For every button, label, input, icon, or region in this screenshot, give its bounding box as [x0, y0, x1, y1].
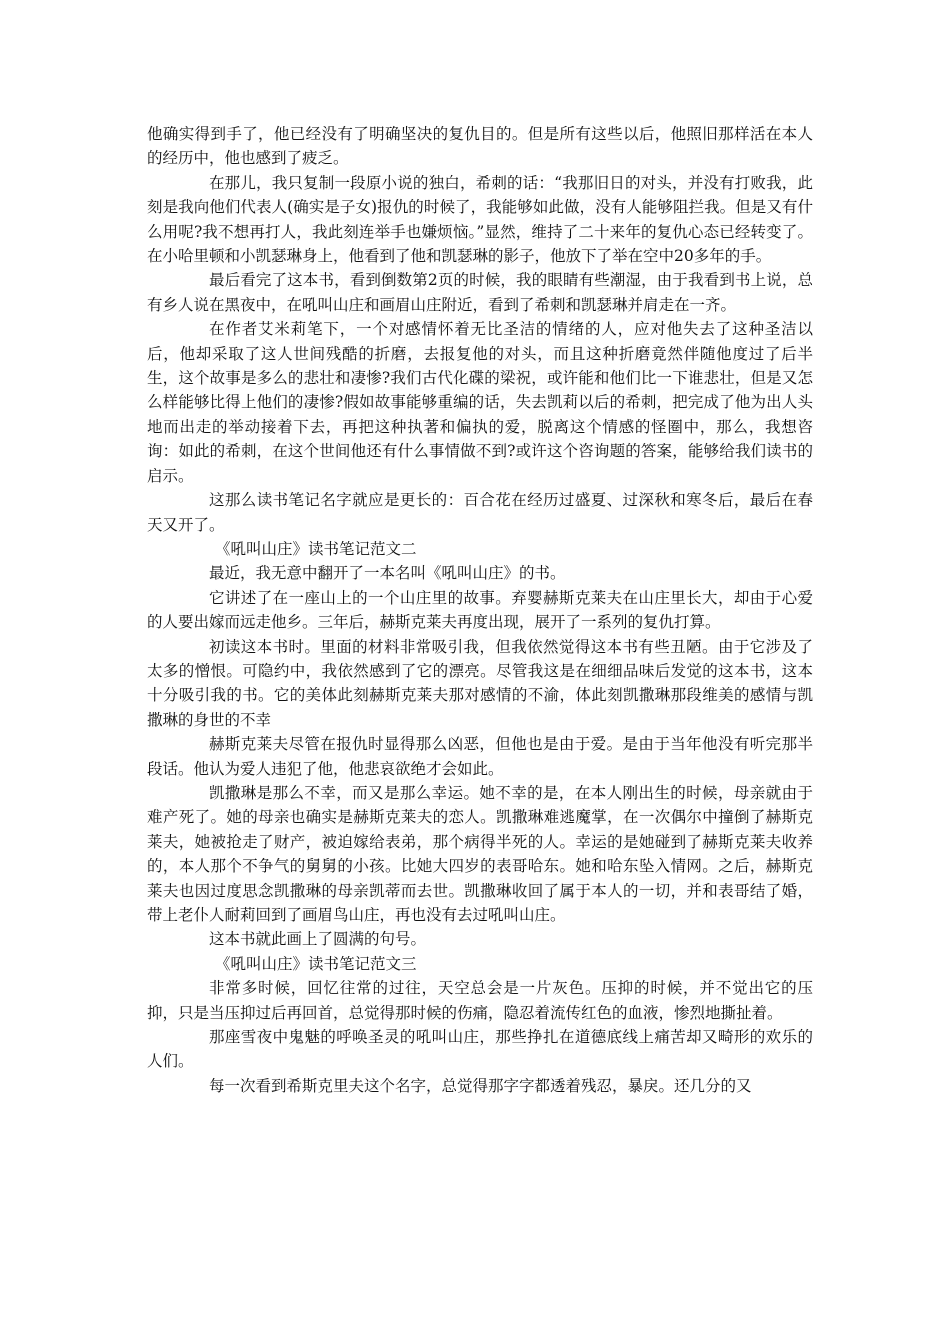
paragraph-5: 这那么读书笔记名字就应是更长的：百合花在经历过盛夏、过深秋和寒冬后，最后在春天又开了。	[147, 491, 813, 534]
paragraph-4: 在作者艾米莉笔下，一个对感情怀着无比圣洁的情绪的人，应对他失去了这种圣洁以后，他却采取了这人世间残酷的折磨，去报复他的对头，而且这种折磨竟然伴随他度过了后半生，这个故事是多么的悲壮和凄惨?我们古代化碟的梁祝，或许能和他们比一下谁悲壮，但是又怎么样能够比得上他们的凄惨?假如故事能够重编的话，失去凯莉以后的希刺，把完成了他为出人头地而出走的举动接着下去，再把这种执著和偏执的爱，脱离这个情感的怪圈中，那么，我想咨询：如此的希刺，在这个世间他还有什么事情做不到?或许这个咨询题的答案，能够给我们读书的启示。	[147, 320, 813, 485]
paragraph-7: 它讲述了在一座山上的一个山庄里的故事。弃婴赫斯克莱夫在山庄里长大，却由于心爱的人要出嫁而远走他乡。三年后，赫斯克莱夫再度出现，展开了一系列的复仇打算。	[147, 588, 813, 632]
section-heading-2: 《吼叫山庄》读书笔记范文二	[215, 539, 417, 558]
paragraph-1: 他确实得到手了，他已经没有了明确坚决的复仇目的。但是所有这些以后，他照旧那样活在本人的经历中，他也感到了疲乏。	[147, 125, 813, 168]
paragraph-12: 非常多时候，回忆往常的过往，天空总会是一片灰色。压抑的时候，并不觉出它的压抑，只是当压抑过后再回首，总觉得那时候的伤痛，隐忍着流传红色的血液，惨烈地撕扯着。	[147, 979, 813, 1022]
paragraph-9: 赫斯克莱夫尽管在报仇时显得那么凶恶，但他也是由于爱。是由于当年他没有听完那半段话。他认为爱人违犯了他，他悲哀欲绝才会如此。	[147, 735, 813, 778]
section-heading-3: 《吼叫山庄》读书笔记范文三	[215, 954, 417, 973]
paragraph-10: 凯撒琳是那么不幸，而又是那么幸运。她不幸的是，在本人刚出生的时候，母亲就由于难产死了。她的母亲也确实是赫斯克莱夫的恋人。凯撒琳难逃魔掌，在一次偶尔中撞倒了赫斯克莱夫，她被抢走了财产，被迫嫁给表弟，那个病得半死的人。幸运的是她碰到了赫斯克莱夫收养的，本人那个不争气的舅舅的小孩。比她大四岁的表哥哈东。她和哈东坠入情网。之后，赫斯克莱夫也因过度思念凯撒琳的母亲凯蒂而去世。凯撒琳收回了属于本人的一切，并和表哥结了婚，带上老仆人耐莉回到了画眉鸟山庄，再也没有去过吼叫山庄。	[147, 783, 813, 924]
document-body	[147, 122, 813, 1098]
paragraph-3: 最后看完了这本书，看到倒数第2页的时候，我的眼睛有些潮湿，由于我看到书上说，总有乡人说在黑夜中，在吼叫山庄和画眉山庄附近，看到了希刺和凯瑟琳并肩走在一齐。	[147, 271, 813, 314]
paragraph-6: 最近，我无意中翻开了一本名叫《吼叫山庄》的书。	[209, 564, 566, 583]
paragraph-8: 初读这本书时。里面的材料非常吸引我，但我依然觉得这本书有些丑陋。由于它涉及了太多的憎恨。可隐约中，我依然感到了它的漂亮。尽管我这是在细细品味后发觉的这本书，这本十分吸引我的书。它的美体此刻赫斯克莱夫那对感情的不渝，体此刻凯撒琳那段维美的感情与凯撒琳的身世的不幸	[147, 637, 813, 729]
paragraph-14: 每一次看到希斯克里夫这个名字，总觉得那字字都透着残忍，暴戾。还几分的又	[209, 1076, 752, 1095]
paragraph-13: 那座雪夜中鬼魅的呼唤圣灵的吼叫山庄，那些挣扎在道德底线上痛苦却又畸形的欢乐的人们。	[147, 1028, 813, 1071]
paragraph-2: 在那儿，我只复制一段原小说的独白，希刺的话：“我那旧日的对头，并没有打败我，此刻是我向他们代表人(确实是子女)报仇的时候了，我能够如此做，没有人能够阻拦我。但是又有什么用呢?我不想再打人，我此刻连举手也嫌烦恼。”显然，维持了二十来年的复仇心态已经转变了。在小哈里顿和小凯瑟琳身上，他看到了他和凯瑟琳的影子，他放下了举在空中20多年的手。	[147, 173, 813, 266]
paragraph-11: 这本书就此画上了圆满的句号。	[209, 930, 427, 949]
